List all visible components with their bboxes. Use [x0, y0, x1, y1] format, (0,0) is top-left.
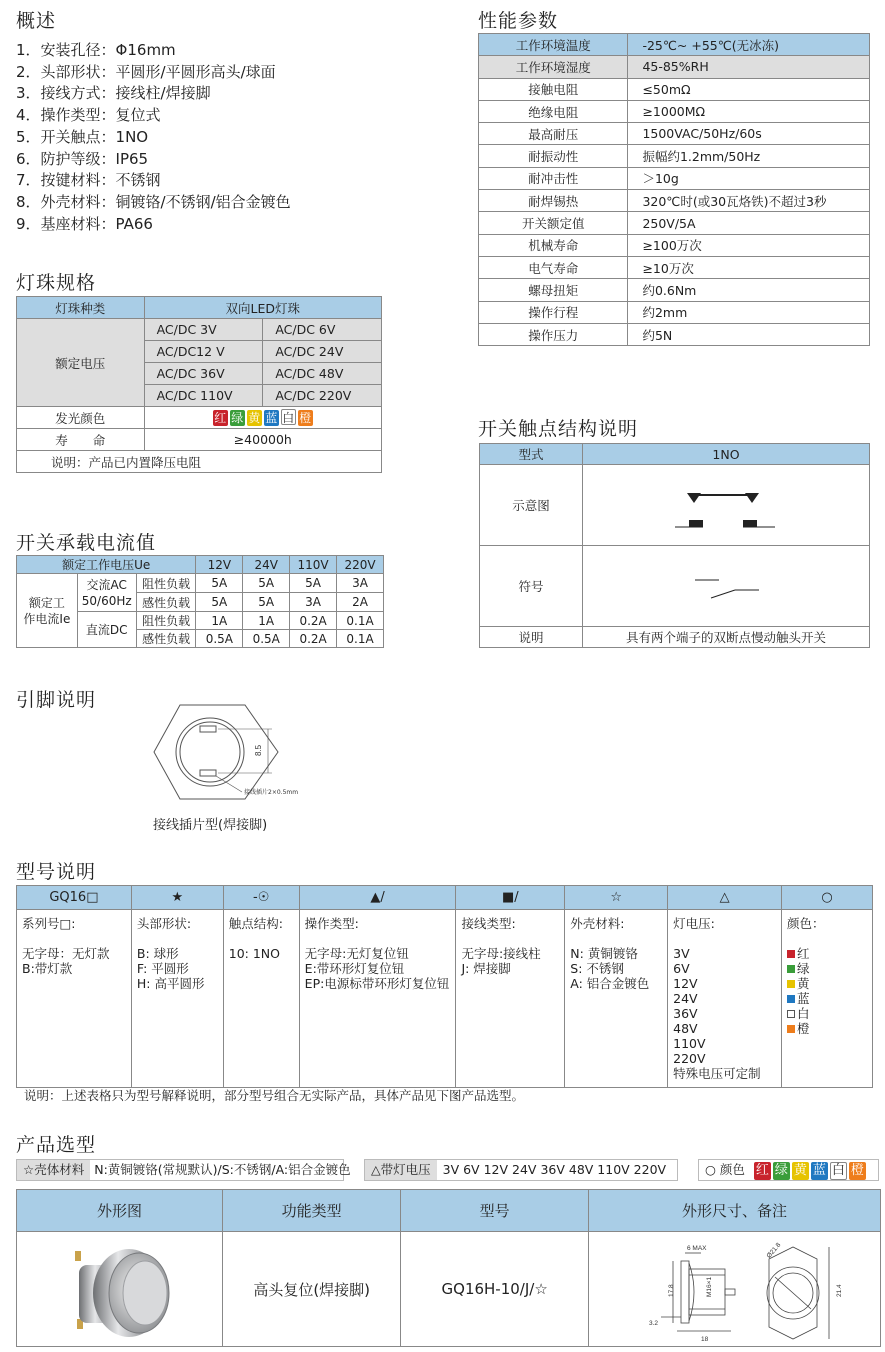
model-color-item [787, 1021, 867, 1036]
performance-value: 约2mm [628, 301, 870, 323]
color-name: 白 [797, 1006, 810, 1021]
model-col-line: J: 焊接脚 [461, 961, 511, 976]
current-cell: 0.1A [337, 630, 384, 648]
model-col-title: 头部形状: [136, 916, 192, 931]
overview-item: 2．头部形状：平圆形/平圆形高头/球面 [16, 62, 276, 81]
performance-key: 机械寿命 [479, 234, 628, 256]
overview-title: 概述 [16, 10, 57, 32]
performance-row [479, 190, 870, 212]
model-col-line: EP:电源标带环形灯复位钮 [304, 976, 450, 991]
model-header: ▲/ [299, 886, 456, 910]
performance-key: 耐冲击性 [479, 167, 628, 189]
overview-item: 6．防护等级：IP65 [16, 149, 149, 168]
push-button-image [17, 1233, 222, 1346]
performance-key: 绝缘电阻 [479, 100, 628, 122]
current-title: 开关承载电流值 [16, 532, 157, 554]
product-model: GQ16H-10/J/☆ [401, 1232, 589, 1347]
led-spec-table [16, 296, 382, 473]
current-inductive: 感性负载 [136, 593, 196, 612]
model-header: ★ [131, 886, 223, 910]
led-voltage-label: 额定电压 [17, 319, 145, 407]
model-table [16, 885, 873, 1088]
model-header: -☉ [223, 886, 299, 910]
model-col-line: N: 黄铜镀铬 [570, 946, 638, 961]
model-col-line: E:带环形灯复位钮 [304, 961, 405, 976]
color-name: 绿 [797, 961, 810, 976]
model-col-line: B:带灯款 [22, 961, 73, 976]
contact-title: 开关触点结构说明 [478, 418, 639, 440]
performance-title: 性能参数 [478, 10, 559, 32]
performance-key: 螺母扭矩 [479, 279, 628, 301]
current-cell: 5A [196, 593, 243, 612]
color-tag-yellow: 黄 [793, 1163, 807, 1178]
current-cell: 0.5A [243, 630, 290, 648]
model-color-item [787, 961, 867, 976]
color-swatch [787, 950, 795, 958]
performance-key: 电气寿命 [479, 256, 628, 278]
led-life-value: ≥40000h [144, 429, 381, 451]
overview-item: 3．接线方式：接线柱/焊接脚 [16, 84, 211, 103]
overview-item: 8．外壳材料：铜镀铬/不锈钢/铝合金镀色 [16, 192, 291, 211]
color-swatch [787, 965, 795, 973]
performance-row [479, 34, 870, 56]
led-voltage: AC/DC12 V [144, 341, 263, 363]
current-cell: 5A [243, 574, 290, 593]
model-col-voltage [668, 910, 782, 1088]
color-name: 红 [797, 946, 810, 961]
model-col-shell [565, 910, 668, 1088]
dim-len: 18 [700, 1335, 709, 1343]
model-col-series [17, 910, 132, 1088]
performance-value: ≥100万次 [628, 234, 870, 256]
performance-key: 耐焊锡热 [479, 190, 628, 212]
performance-value: ≤50mΩ [628, 78, 870, 100]
performance-value: 45-85%RH [628, 56, 870, 78]
performance-value: 约5N [628, 323, 870, 345]
model-col-title: 系列号□: [22, 916, 76, 931]
contact-diagram-cell [583, 465, 870, 546]
led-voltage: AC/DC 36V [144, 363, 263, 385]
model-col-line: S: 不锈钢 [570, 961, 624, 976]
contact-note-value: 具有两个端子的双断点慢动触头开关 [583, 627, 870, 648]
color-tag-white: 白 [831, 1163, 845, 1178]
color-option-key: ○ 颜色 [699, 1160, 751, 1180]
contact-table [479, 443, 870, 648]
model-header: ○ [782, 886, 873, 910]
led-voltage: AC/DC 110V [144, 385, 263, 407]
product-dimension-cell [588, 1232, 880, 1347]
current-head: 额定工作电压Ue [17, 556, 196, 574]
led-note: 说明：产品已内置降压电阻 [17, 451, 382, 473]
led-color-tags [144, 407, 381, 429]
overview-item: 1．安装孔径：Φ16mm [16, 41, 176, 59]
model-header: ■/ [456, 886, 565, 910]
performance-value: 约0.6Nm [628, 279, 870, 301]
led-voltage: AC/DC 24V [263, 341, 382, 363]
dimension-drawing [589, 1233, 880, 1346]
color-name: 蓝 [797, 991, 810, 1006]
performance-value: ≥1000MΩ [628, 100, 870, 122]
performance-key: 工作环境温度 [479, 34, 628, 56]
model-color-item [787, 976, 867, 991]
current-row-label: 额定工作电流Ie [17, 574, 78, 648]
current-voltage: 220V [337, 556, 384, 574]
model-col-title: 灯电压: [673, 916, 715, 931]
performance-value: 320℃时(或30瓦烙铁)不超过3秒 [628, 190, 870, 212]
performance-value: 1500VAC/50Hz/60s [628, 123, 870, 145]
product-function: 高头复位(焊接脚) [223, 1232, 401, 1347]
current-voltage: 24V [243, 556, 290, 574]
color-swatch [787, 995, 795, 1003]
performance-row [479, 234, 870, 256]
voltage-option-value: 3V 6V 12V 24V 36V 48V 110V 220V [442, 1162, 667, 1177]
pin-dim-label: 8.5 [254, 744, 263, 756]
contact-note-key: 说明 [480, 627, 583, 648]
contact-symbol-cell [583, 546, 870, 627]
led-voltage: AC/DC 220V [263, 385, 382, 407]
model-color-item [787, 991, 867, 1006]
model-col-head [131, 910, 223, 1088]
overview-item: 5．开关触点：1NO [16, 127, 149, 146]
performance-value: ＞10g [628, 167, 870, 189]
current-cell: 0.2A [290, 630, 337, 648]
current-cell: 3A [337, 574, 384, 593]
shell-option-key: ☆壳体材料 [17, 1160, 90, 1180]
performance-key: 操作行程 [479, 301, 628, 323]
switch-symbol [583, 546, 869, 626]
current-resistive: 阻性负载 [136, 612, 196, 630]
current-cell: 5A [243, 593, 290, 612]
color-tag-green: 绿 [231, 411, 244, 425]
color-swatch [787, 1010, 795, 1018]
color-tag-red: 红 [214, 411, 227, 425]
performance-key: 耐振动性 [479, 145, 628, 167]
selection-table [16, 1189, 881, 1347]
current-cell: 0.2A [290, 612, 337, 630]
model-col-line: 48V [673, 1021, 698, 1036]
color-option-bar [698, 1159, 879, 1181]
contact-diagram-key: 示意图 [480, 465, 583, 546]
pin-diagram [150, 700, 310, 805]
model-color-list [787, 946, 867, 1036]
model-col-line: 36V [673, 1006, 698, 1021]
contact-symbol-key: 符号 [480, 546, 583, 627]
color-name: 黄 [797, 976, 810, 991]
dim-hex: 21.4 [835, 1283, 843, 1297]
model-color-item [787, 946, 867, 961]
shell-option-bar [16, 1159, 351, 1181]
model-col-line: 3V [673, 946, 690, 961]
model-col-line: A: 铝合金镀色 [570, 976, 650, 991]
current-cell: 0.1A [337, 612, 384, 630]
performance-key: 操作压力 [479, 323, 628, 345]
model-col-line: 220V [673, 1051, 706, 1066]
model-col-title: 外壳材料: [570, 916, 625, 931]
model-col-title: 操作类型: [304, 916, 359, 931]
performance-row [479, 56, 870, 78]
selection-header: 外形尺寸、备注 [588, 1190, 880, 1232]
led-voltage: AC/DC 48V [263, 363, 382, 385]
current-cell: 3A [290, 593, 337, 612]
model-col-contact [223, 910, 299, 1088]
model-col-line: 24V [673, 991, 698, 1006]
color-tag-orange: 橙 [850, 1163, 864, 1178]
current-inductive: 感性负载 [136, 630, 196, 648]
dim-dia: Ø21.8 [765, 1241, 783, 1260]
current-resistive: 阻性负载 [136, 574, 196, 593]
performance-row [479, 167, 870, 189]
led-voltage: AC/DC 3V [144, 319, 263, 341]
shell-option-value: N:黄铜镀铬(常规默认)/S:不锈钢/A:铝合金镀色 [94, 1162, 351, 1177]
model-header: △ [668, 886, 782, 910]
model-col-line: 无字母：无灯款 [22, 946, 110, 961]
model-col-line: 无字母:接线柱 [461, 946, 541, 961]
performance-value: ≥10万次 [628, 256, 870, 278]
dim-thread: M16×1 [705, 1276, 713, 1297]
overview-item: 9．基座材料：PA66 [16, 214, 153, 233]
performance-key: 最高耐压 [479, 123, 628, 145]
led-head-key: 灯珠种类 [17, 297, 145, 319]
led-head-value: 双向LED灯珠 [144, 297, 381, 319]
pin-callout: 接线插片2×0.5mm [244, 789, 299, 796]
performance-row [479, 100, 870, 122]
current-cell: 2A [337, 593, 384, 612]
model-col-line: 10: 1NO [228, 946, 280, 961]
model-color-item [787, 1006, 867, 1021]
color-name: 橙 [797, 1021, 810, 1036]
performance-row [479, 301, 870, 323]
contact-type-value: 1NO [583, 444, 870, 465]
performance-row [479, 123, 870, 145]
selection-header: 功能类型 [223, 1190, 401, 1232]
model-col-color [782, 910, 873, 1088]
color-swatch [787, 1025, 795, 1033]
selection-header: 型号 [401, 1190, 589, 1232]
model-col-line: 110V [673, 1036, 706, 1051]
color-swatch [787, 980, 795, 988]
color-tag-green: 绿 [774, 1163, 788, 1178]
dim-left: 3.2 [648, 1319, 659, 1327]
performance-key: 接触电阻 [479, 78, 628, 100]
performance-value: 250V/5A [628, 212, 870, 234]
performance-row [479, 323, 870, 345]
model-col-title: 接线类型: [461, 916, 516, 931]
contact-diagram [583, 465, 869, 545]
current-table [16, 555, 384, 648]
performance-row [479, 212, 870, 234]
contact-type-key: 型式 [480, 444, 583, 465]
color-tag-orange: 橙 [299, 411, 312, 425]
color-tag-yellow: 黄 [248, 411, 261, 425]
current-cell: 1A [196, 612, 243, 630]
dim-height: 17.8 [667, 1283, 675, 1297]
voltage-option-bar [364, 1159, 678, 1181]
model-note: 说明：上述表格只为型号解释说明，部分型号组合无实际产品，具体产品见下图产品选型。 [24, 1088, 525, 1103]
model-title: 型号说明 [16, 861, 97, 883]
color-tag-blue: 蓝 [265, 411, 278, 425]
color-tag-red: 红 [755, 1163, 769, 1178]
overview-item: 7．按键材料：不锈钢 [16, 171, 161, 190]
model-col-line: 12V [673, 976, 698, 991]
selection-header: 外形图 [17, 1190, 223, 1232]
model-col-line: 无字母:无灯复位钮 [304, 946, 409, 961]
performance-row [479, 256, 870, 278]
current-cell: 5A [290, 574, 337, 593]
current-dc-label: 直流DC [77, 612, 136, 648]
performance-row [479, 145, 870, 167]
model-header: ☆ [565, 886, 668, 910]
model-col-line: H: 高平圆形 [136, 976, 205, 991]
pins-title: 引脚说明 [16, 689, 97, 711]
model-col-title: 触点结构: [228, 916, 283, 931]
performance-row [479, 78, 870, 100]
model-col-line: F: 平圆形 [136, 961, 189, 976]
current-ac-label: 交流AC 50/60Hz [77, 574, 136, 612]
model-color-title: 颜色： [787, 916, 825, 931]
selection-title: 产品选型 [16, 1134, 97, 1156]
performance-value: -25℃~ +55℃(无冰冻) [628, 34, 870, 56]
performance-row [479, 279, 870, 301]
product-image-cell [17, 1232, 223, 1347]
model-col-operation [299, 910, 456, 1088]
color-tag-blue: 蓝 [812, 1163, 826, 1178]
pin-caption: 接线插片型(焊接脚) [153, 818, 268, 833]
current-voltage: 12V [196, 556, 243, 574]
current-cell: 5A [196, 574, 243, 593]
model-col-line: 特殊电压可定制 [673, 1066, 761, 1081]
performance-key: 开关额定值 [479, 212, 628, 234]
led-title: 灯珠规格 [16, 272, 97, 294]
voltage-option-key: △带灯电压 [365, 1160, 437, 1180]
current-voltage: 110V [290, 556, 337, 574]
performance-table [478, 33, 870, 346]
overview-item: 4．操作类型：复位式 [16, 106, 161, 125]
led-voltage: AC/DC 6V [263, 319, 382, 341]
performance-key: 工作环境湿度 [479, 56, 628, 78]
current-cell: 0.5A [196, 630, 243, 648]
performance-value: 振幅约1.2mm/50Hz [628, 145, 870, 167]
overview-list [16, 40, 291, 235]
color-tag-white: 白 [282, 411, 295, 425]
led-color-label: 发光颜色 [17, 407, 145, 429]
current-cell: 1A [243, 612, 290, 630]
led-life-label: 寿 命 [17, 429, 145, 451]
model-header: GQ16□ [17, 886, 132, 910]
model-col-line: 6V [673, 961, 690, 976]
dim-top: 6 MAX [686, 1244, 707, 1252]
model-col-line: B: 球形 [136, 946, 179, 961]
model-col-wiring [456, 910, 565, 1088]
